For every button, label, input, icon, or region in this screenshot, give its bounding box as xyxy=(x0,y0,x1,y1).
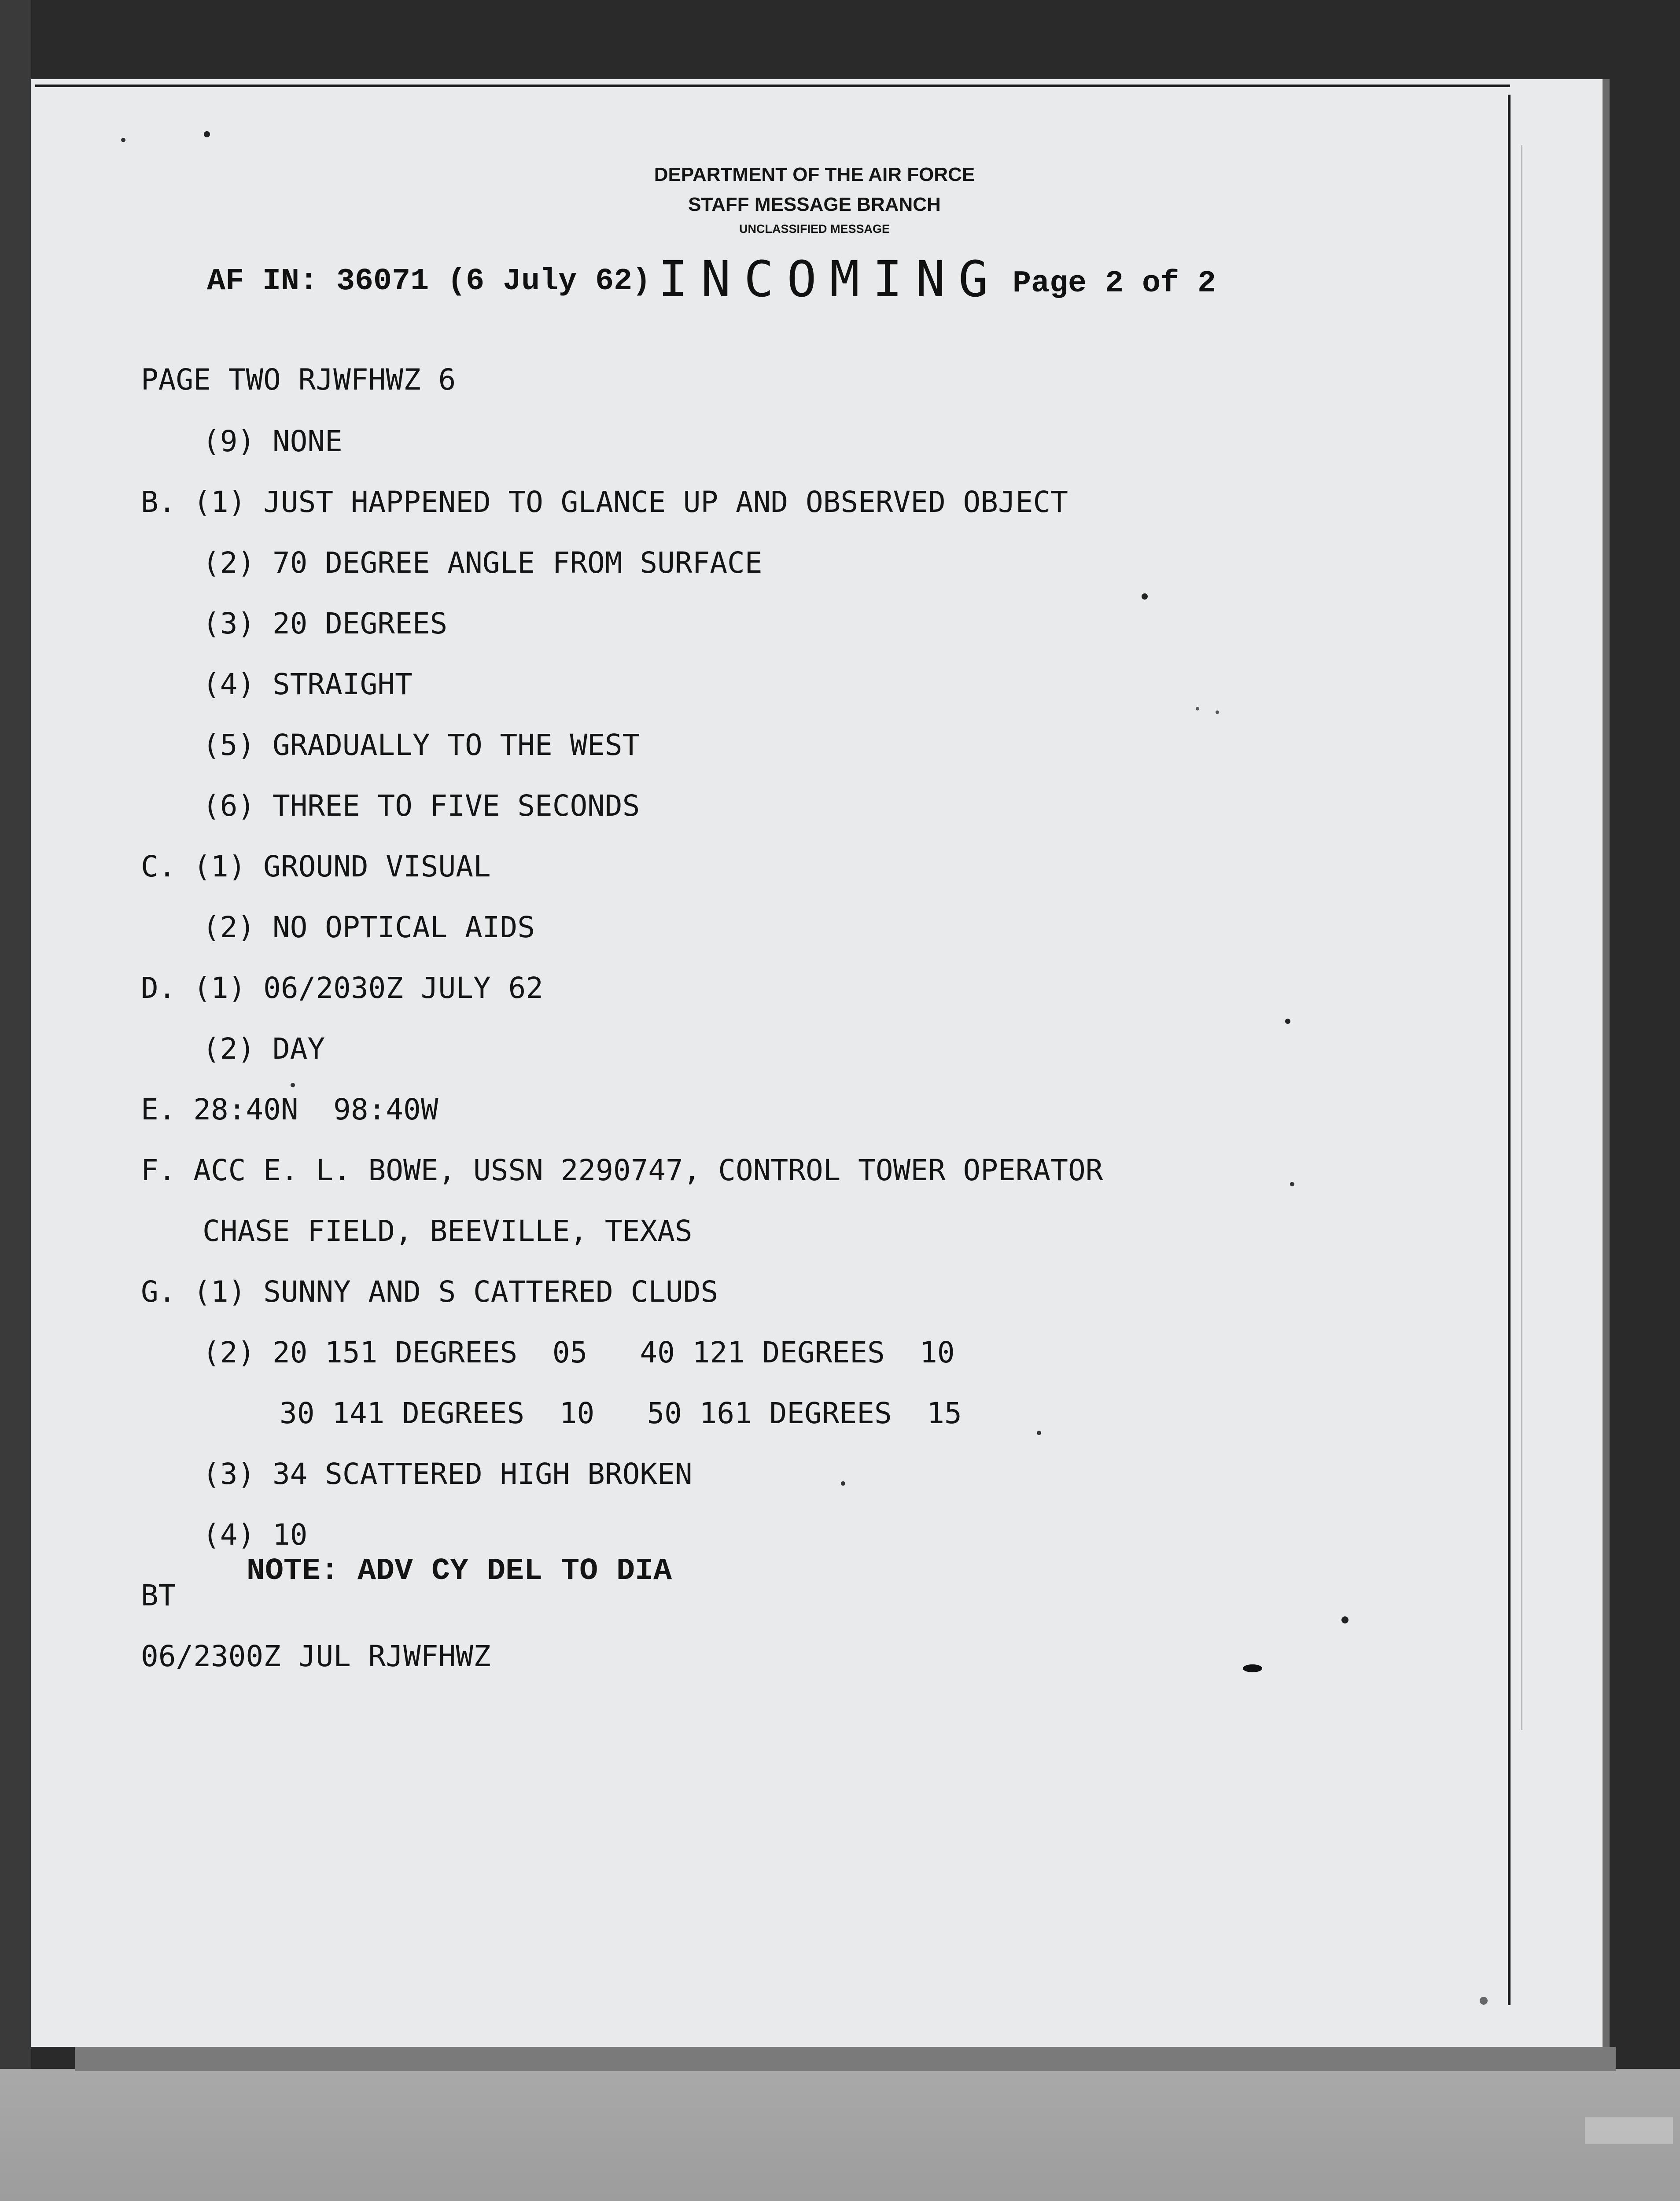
message-line: BT xyxy=(141,1579,176,1612)
branch-heading: STAFF MESSAGE BRANCH xyxy=(688,194,941,215)
message-line: (6) THREE TO FIVE SECONDS xyxy=(203,789,640,823)
message-line: E. 28:40N 98:40W xyxy=(141,1093,438,1126)
message-line: F. ACC E. L. BOWE, USSN 2290747, CONTROL TOWER OPERATOR xyxy=(141,1153,1103,1187)
af-in-number: AF IN: 36071 (6 July 62) xyxy=(207,264,651,299)
message-line: C. (1) GROUND VISUAL xyxy=(141,850,491,883)
message-line: (5) GRADUALLY TO THE WEST xyxy=(203,728,640,762)
message-line: (3) 34 SCATTERED HIGH BROKEN xyxy=(203,1457,693,1491)
scan-edge xyxy=(0,0,31,2069)
routing-note: NOTE: ADV CY DEL TO DIA xyxy=(247,1554,672,1589)
incoming-stamp: INCOMING xyxy=(658,251,1002,308)
message-line: 30 141 DEGREES 10 50 161 DEGREES 15 xyxy=(280,1396,962,1430)
scan-background xyxy=(0,2069,1680,2201)
message-line: CHASE FIELD, BEEVILLE, TEXAS xyxy=(203,1214,693,1248)
message-line: 06/2300Z JUL RJWFHWZ xyxy=(141,1639,491,1673)
message-line: (9) NONE xyxy=(203,424,343,458)
faint-frame-line xyxy=(1521,145,1522,1730)
top-border-line xyxy=(35,85,1510,87)
message-line: (4) 10 xyxy=(203,1518,308,1552)
message-line: D. (1) 06/2030Z JULY 62 xyxy=(141,971,543,1005)
message-line: (4) STRAIGHT xyxy=(203,667,413,701)
message-line: (2) DAY xyxy=(203,1032,325,1066)
page-indicator: Page 2 of 2 xyxy=(1013,266,1216,301)
paper-shadow-bottom xyxy=(75,2047,1616,2071)
message-line: (3) 20 DEGREES xyxy=(203,607,448,640)
message-line: B. (1) JUST HAPPENED TO GLANCE UP AND OBSERVED OBJECT xyxy=(141,485,1068,519)
message-line: G. (1) SUNNY AND S CATTERED CLUDS xyxy=(141,1275,718,1309)
message-line: (2) 20 151 DEGREES 05 40 121 DEGREES 10 xyxy=(203,1336,955,1369)
message-line: (2) NO OPTICAL AIDS xyxy=(203,910,535,944)
message-line: PAGE TWO RJWFHWZ 6 xyxy=(141,363,456,397)
message-line: (2) 70 DEGREE ANGLE FROM SURFACE xyxy=(203,546,763,580)
department-heading: DEPARTMENT OF THE AIR FORCE xyxy=(654,164,975,185)
paper-shadow-right xyxy=(1603,79,1610,2047)
classification-label: UNCLASSIFIED MESSAGE xyxy=(739,222,890,236)
right-border-line xyxy=(1508,95,1511,2005)
